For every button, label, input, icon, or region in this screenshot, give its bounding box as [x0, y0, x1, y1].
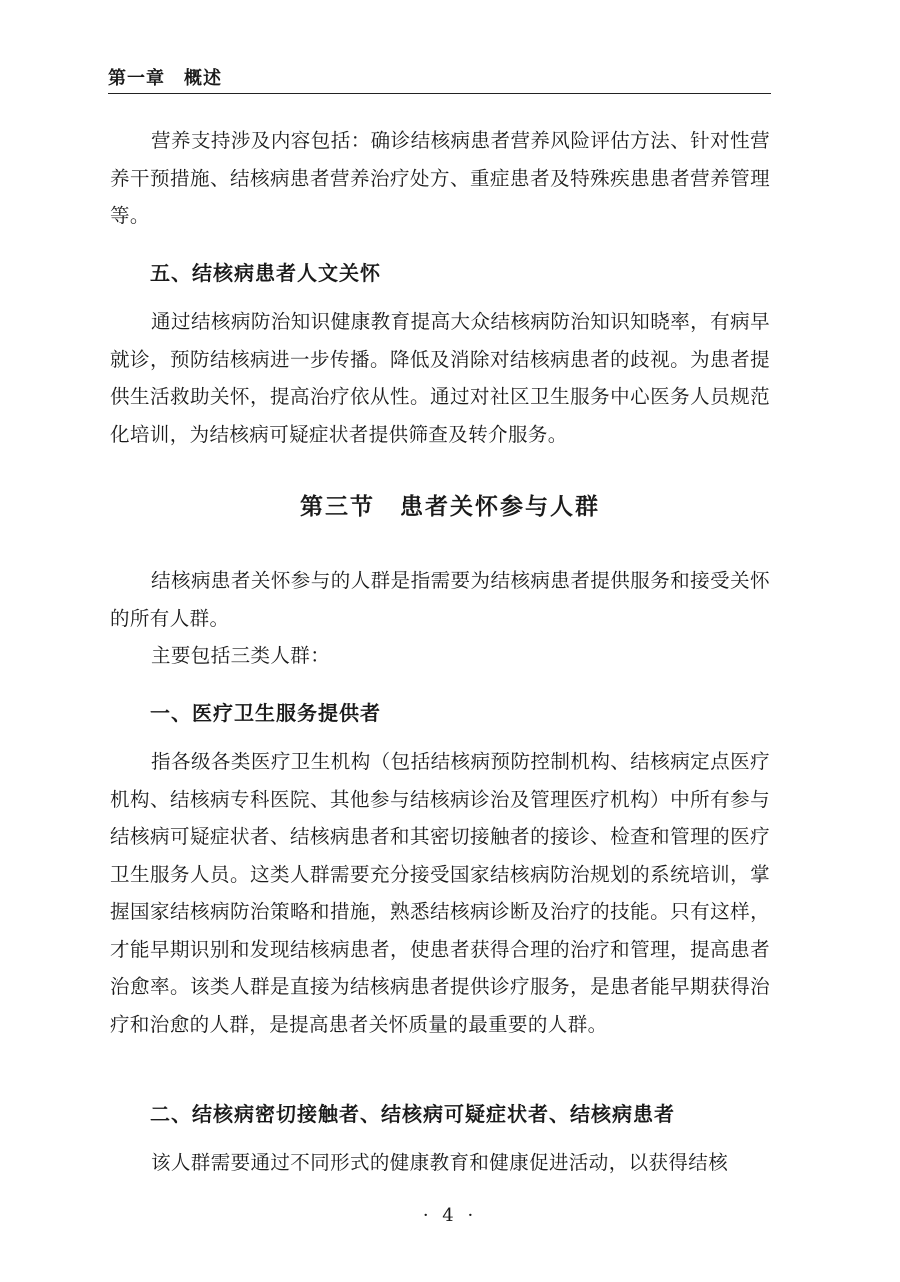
heading-healthcare-providers: 一、医疗卫生服务提供者 [150, 701, 381, 725]
heading-humanistic-care: 五、结核病患者人文关怀 [150, 261, 381, 285]
paragraph-healthcare-providers: 指各级各类医疗卫生机构（包括结核病预防控制机构、结核病定点医疗机构、结核病专科医院、其他参与结核病诊治及管理医疗机构）中所有参与结核病可疑症状者、结核病患者和其密切接触者的接诊、检查和管理的医疗卫生服务人员。这类人群需要充分接受国家结核病防治规划的系统培训，掌握国家结核病防治策略和措施，熟悉结核病诊断及治疗的技能。只有这样，才能早期识别和发现结核病患者，使患者获得合理的治疗和管理，提高患者治愈率。该类人群是直接为结核病患者提供诊疗服务，是患者能早期获得治疗和治愈的人群，是提高患者关怀质量的最重要的人群。 [110, 750, 770, 1036]
running-head-chapter-title: 第一章 概述 [108, 68, 222, 89]
paragraph-contacts: 该人群需要通过不同形式的健康教育和健康促进活动，以获得结核 [151, 1151, 729, 1174]
page-number: · 4 · [422, 1205, 478, 1226]
header-rule [108, 93, 771, 94]
paragraph-humanistic-care: 通过结核病防治知识健康教育提高大众结核病防治知识知晓率，有病早就诊，预防结核病进一步传播。降低及消除对结核病患者的歧视。为患者提供生活救助关怀，提高治疗依从性。通过对社区卫生服务中心医务人员规范化培训，为结核病可疑症状者提供筛查及转介服务。 [110, 310, 770, 446]
heading-contacts-suspects-patients: 二、结核病密切接触者、结核病可疑症状者、结核病患者 [150, 1102, 675, 1126]
section-title: 第三节 患者关怀参与人群 [300, 493, 600, 520]
paragraph-three-groups: 主要包括三类人群： [151, 644, 331, 667]
paragraph-population-definition: 结核病患者关怀参与的人群是指需要为结核病患者提供服务和接受关怀的所有人群。 [110, 569, 770, 630]
paragraph-nutrition-support: 营养支持涉及内容包括：确诊结核病患者营养风险评估方法、针对性营养干预措施、结核病患者营养治疗处方、重症患者及特殊疾患患者营养管理等。 [110, 129, 770, 227]
